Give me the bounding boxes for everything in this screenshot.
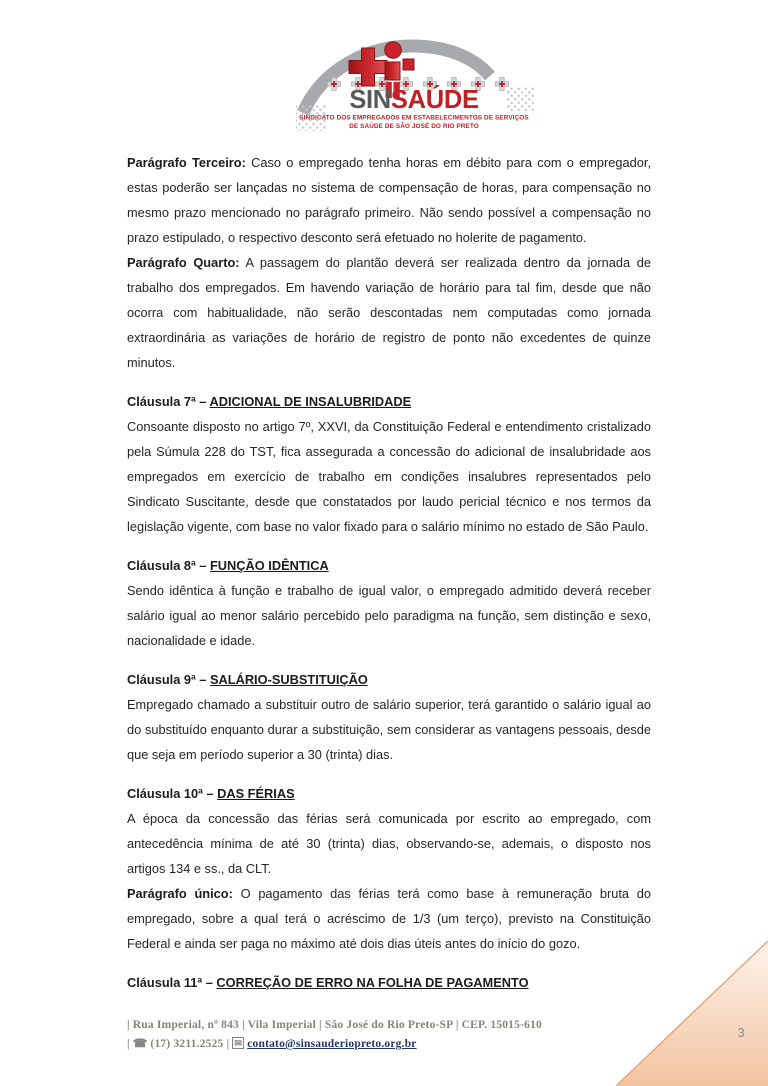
clause-9-prefix: Cláusula 9ª – (127, 672, 207, 687)
clause-8-prefix: Cláusula 8ª – (127, 558, 207, 573)
clause-11-title: CORREÇÃO DE ERRO NA FOLHA DE PAGAMENTO (216, 975, 529, 990)
clause-9-title: SALÁRIO-SUBSTITUIÇÃO (209, 672, 368, 687)
clause-9-heading (127, 667, 651, 692)
clause-7-prefix: Cláusula 7ª – (127, 394, 207, 409)
paragraph-terceiro-text: Caso o empregado tenha horas em débito para com o empregador, estas poderão ser lançadas no sistema de compensação de horas, para compensação no mesmo prazo mencionado no parágrafo primeiro. Não sendo possível a compensação no prazo estipulado, o respectivo desconto será efetuado no holerite de pagamento. (127, 155, 651, 245)
paragraph-quarto-text: A passagem do plantão deverá ser realizada dentro da jornada de trabalho dos empregados. Em havendo variação de horário para tal fim, desde que não ocorra com habitualidade, não serão descontadas nem computadas como jornada extraordinária as variações de horário de registro de ponto não excedentes de quinze minutos. (127, 255, 651, 370)
logo-subtitle-line2: DE SAÚDE DE SÃO JOSÉ DO RIO PRETO (349, 123, 479, 130)
clause-10-body: A época da concessão das férias será comunicada por escrito ao empregado, com antecedência mínima de até 30 (trinta) dias, observando-se, ademais, o disposto nos artigos 134 e ss., da CLT. (127, 811, 651, 876)
footer-separator: | (127, 1038, 130, 1050)
footer-separator: | (226, 1038, 230, 1050)
logo-wordmark-saude: SAÚDE (390, 86, 479, 114)
clause-10-heading (127, 781, 651, 806)
clause-7-title: ADICIONAL DE INSALUBRIDADE (209, 394, 412, 409)
paragraph-terceiro-label: Parágrafo Terceiro: (127, 155, 246, 170)
email-link[interactable]: contato@sinsauderiopreto.org.br (247, 1038, 417, 1050)
paragrafo-unico-label: Parágrafo único: (127, 886, 233, 901)
clause-10-title: DAS FÉRIAS (217, 786, 295, 801)
clause-11-heading (127, 970, 651, 995)
envelope-icon: ✉ (234, 1038, 243, 1048)
paragraph-terceiro (127, 150, 651, 250)
footer-address: | Rua Imperial, nº 843 | Vila Imperial | São José do Rio Preto-SP | CEP. 15015-610 (127, 1019, 542, 1031)
page-number: 3 (737, 1025, 745, 1040)
paragraph-quarto (127, 250, 651, 375)
logo-texture-right (506, 87, 534, 111)
clause-8-title: FUNÇÃO IDÊNTICA (209, 558, 329, 573)
clause-8-heading (127, 553, 651, 578)
clause-8-body: Sendo idêntica à função e trabalho de igual valor, o empregado admitido deverá receber salário igual ao menor salário percebido pelo paradigma na função, sem distinção e sexo, nacionalidade e idade. (127, 583, 651, 648)
footer (127, 1016, 597, 1054)
phone-icon: ☎ (132, 1038, 148, 1050)
clause-10-prefix: Cláusula 10ª – (127, 786, 214, 801)
sinsaude-logo (296, 27, 536, 139)
footer-contact (127, 1035, 597, 1054)
clause-10-paragrafo-unico (127, 881, 651, 956)
paragraph-quarto-label: Parágrafo Quarto: (127, 255, 240, 270)
corner-decoration (616, 941, 768, 1086)
document-body (127, 150, 651, 995)
clause-11-prefix: Cláusula 11ª – (127, 975, 213, 990)
clause-7-heading (127, 389, 651, 414)
logo-wordmark (349, 84, 479, 114)
logo-wordmark-sin: SIN (349, 86, 391, 114)
sinsaude-logo-graphic (296, 27, 536, 139)
clause-9-body: Empregado chamado a substituir outro de salário superior, terá garantido o salário igual ao do substituído enquanto durar a substituição, sem considerar as vantagens pessoais, desde que seja em período superior a 30 (trinta) dias. (127, 697, 651, 762)
logo-subtitle-line1: SINDICATO DOS EMPREGADOS EM ESTABELECIMENTOS DE SERVIÇOS (299, 114, 529, 122)
footer-phone: (17) 3211.2525 (150, 1038, 224, 1050)
clause-7-body: Consoante disposto no artigo 7º, XXVI, da Constituição Federal e entendimento cristalizado pela Súmula 228 do TST, fica assegurada a concessão do adicional de insalubridade aos empregados em exercício de trabalho em condições insalubres representados pelo Sindicato Suscitante, desde que constatados por laudo pericial técnico e nos termos da legislação vigente, com base no valor fixado para o salário mínimo no estado de São Paulo. (127, 419, 651, 534)
paragrafo-unico-text: O pagamento das férias terá como base à remuneração bruta do empregado, sobre a qual terá o acréscimo de 1/3 (um terço), previsto na Constituição Federal e ainda ser paga no máximo até dois dias úteis antes do início do gozo. (127, 886, 651, 951)
